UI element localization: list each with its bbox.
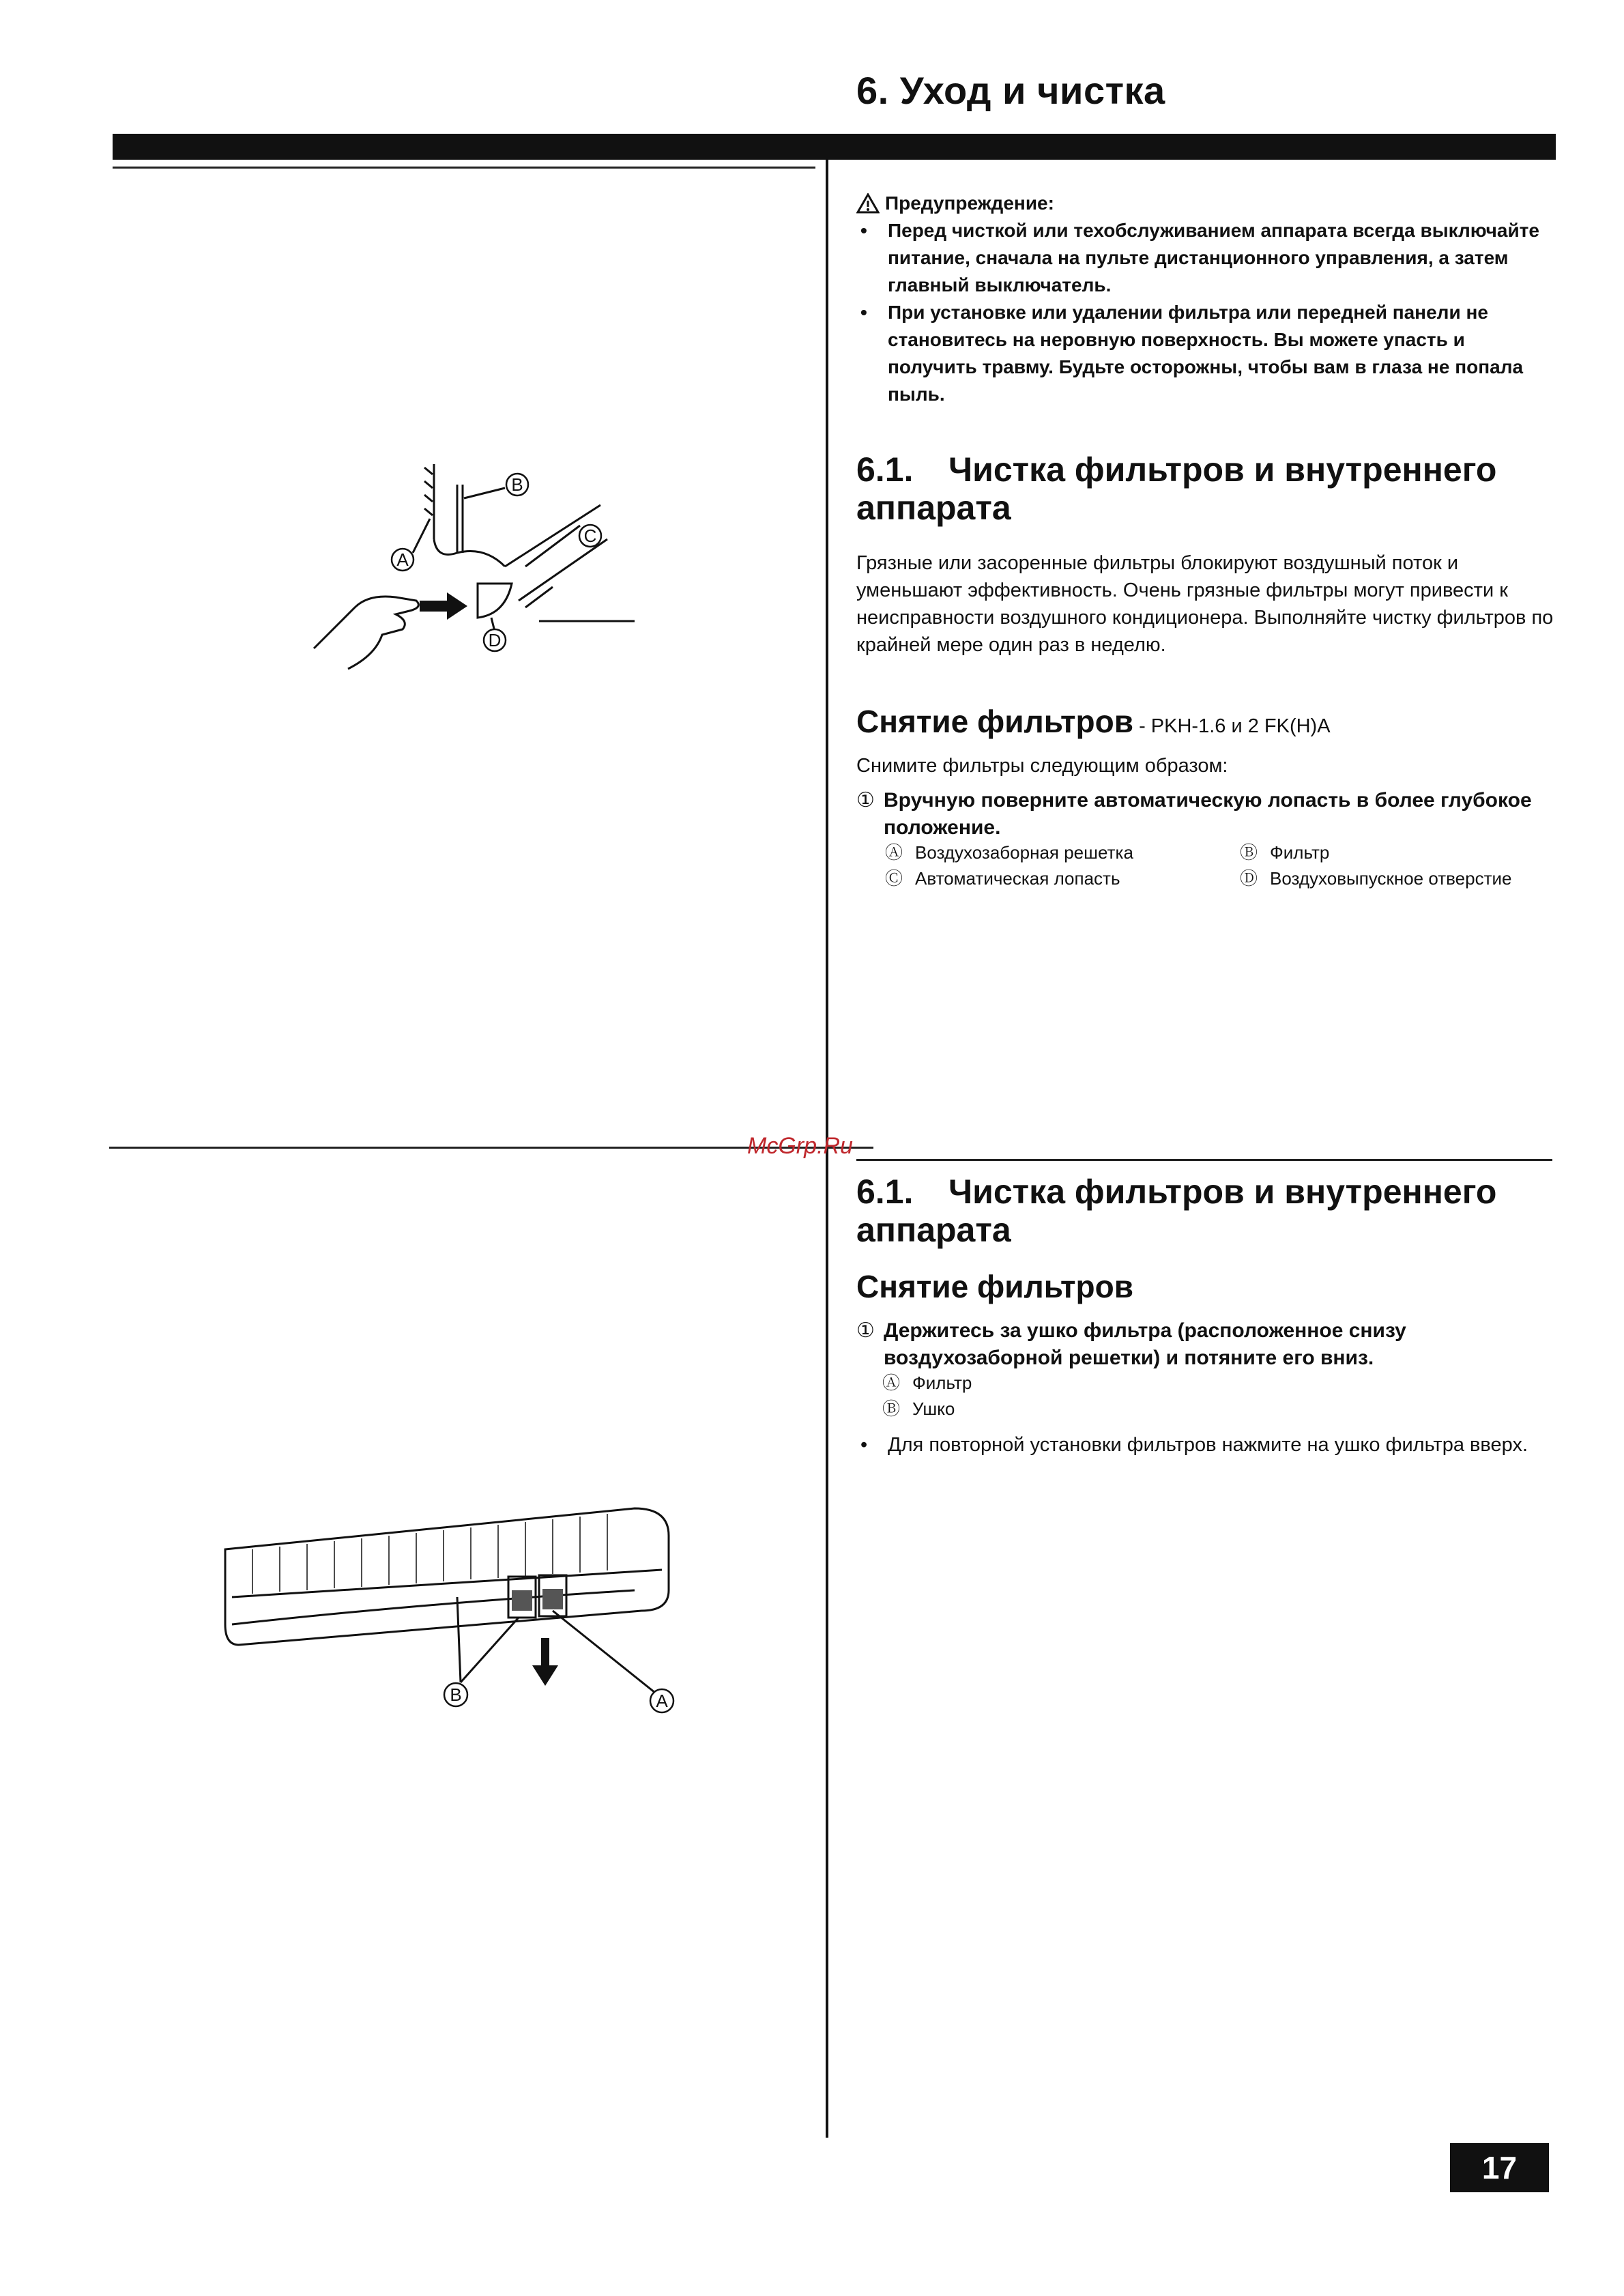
title-bar [113,134,1556,160]
subsection-heading [856,703,1331,740]
legend-item: Фильтр [912,1373,972,1393]
legend-item: Ушко [912,1398,955,1419]
label-a: A [396,549,409,570]
bullet: • [860,220,867,241]
section-heading [856,1173,1559,1249]
section-intro: Грязные или засоренные фильтры блокируют воздушный поток и уменьшают эффективность. Очень грязные фильтры могут привести к неисправности воздушного кондиционера. Выполняйте чистку фильтров по крайней мере один раз в неделю. [856,552,1554,656]
divider-right-middle [856,1159,1552,1161]
legend: Ⓐ Воздухозаборная решетка Ⓑ Фильтр Ⓒ Автоматическая лопасть Ⓓ Воздуховыпускное отверстие [885,842,1512,889]
watermark: McGrp.Ru [747,1133,853,1159]
label-c: C [583,526,597,546]
page-title: 6. Уход и чистка [856,69,1165,112]
warning-heading: Предупреждение: [885,192,1054,214]
warning-block [856,190,1559,408]
page-number: 17 [1450,2143,1549,2192]
label-b: B [450,1684,462,1705]
subsection-title: Снятие фильтров [856,704,1134,739]
section-title: Чистка фильтров и внутреннего аппарата [856,1173,1497,1249]
label-d: D [488,630,502,650]
divider-left-top [113,167,815,169]
warning-item: • При установке или удалении фильтра или передней панели не становитесь на неровную поверхность. Вы можете упасть и получить травму. Будьте осторожны, чтобы вам в глаза не попала пыль. [856,299,1559,408]
figure-unit-diagram [212,1495,703,1727]
step-marker: ① [856,1319,875,1342]
figure-vane-diagram [300,450,655,737]
warning-triangle-icon [856,193,880,214]
step-1 [856,787,1556,842]
legend-item: Автоматическая лопасть [915,868,1120,889]
legend: Ⓐ Фильтр Ⓑ Ушко [882,1373,972,1419]
subsection-intro: Снимите фильтры следующим образом: [856,755,1228,777]
subsection-title: Снятие фильтров [856,1269,1134,1304]
section-title: Чистка фильтров и внутреннего аппарата [856,450,1497,527]
step-marker: ① [856,789,875,812]
step-text: Держитесь за ушко фильтра (расположенное снизу воздухозаборной решетки) и потяните его вниз. [884,1319,1406,1369]
subsection-heading [856,1268,1133,1305]
section-number: 6.1. [856,1173,914,1211]
warning-item: • Перед чисткой или техобслуживанием аппарата всегда выключайте питание, сначала на пульте дистанционного управления, а затем главный выключатель. [856,217,1559,299]
legend-item: Воздухозаборная решетка [915,842,1133,863]
legend-item: Воздуховыпускное отверстие [1270,868,1512,889]
step-text: Вручную поверните автоматическую лопасть в более глубокое положение. [884,789,1532,839]
section-number: 6.1. [856,450,914,489]
label-a: A [656,1691,668,1711]
section-heading [856,450,1559,527]
legend-item: Фильтр [1270,842,1330,863]
label-b: B [511,474,523,495]
bullet: • [860,302,867,323]
bullet: • [860,1434,868,1456]
step-1 [856,1317,1556,1372]
note: • Для повторной установки фильтров нажмите на ушко фильтра вверх. [856,1431,1584,1459]
model-note: - PKH-1.6 и 2 FK(H)A [1133,715,1331,737]
